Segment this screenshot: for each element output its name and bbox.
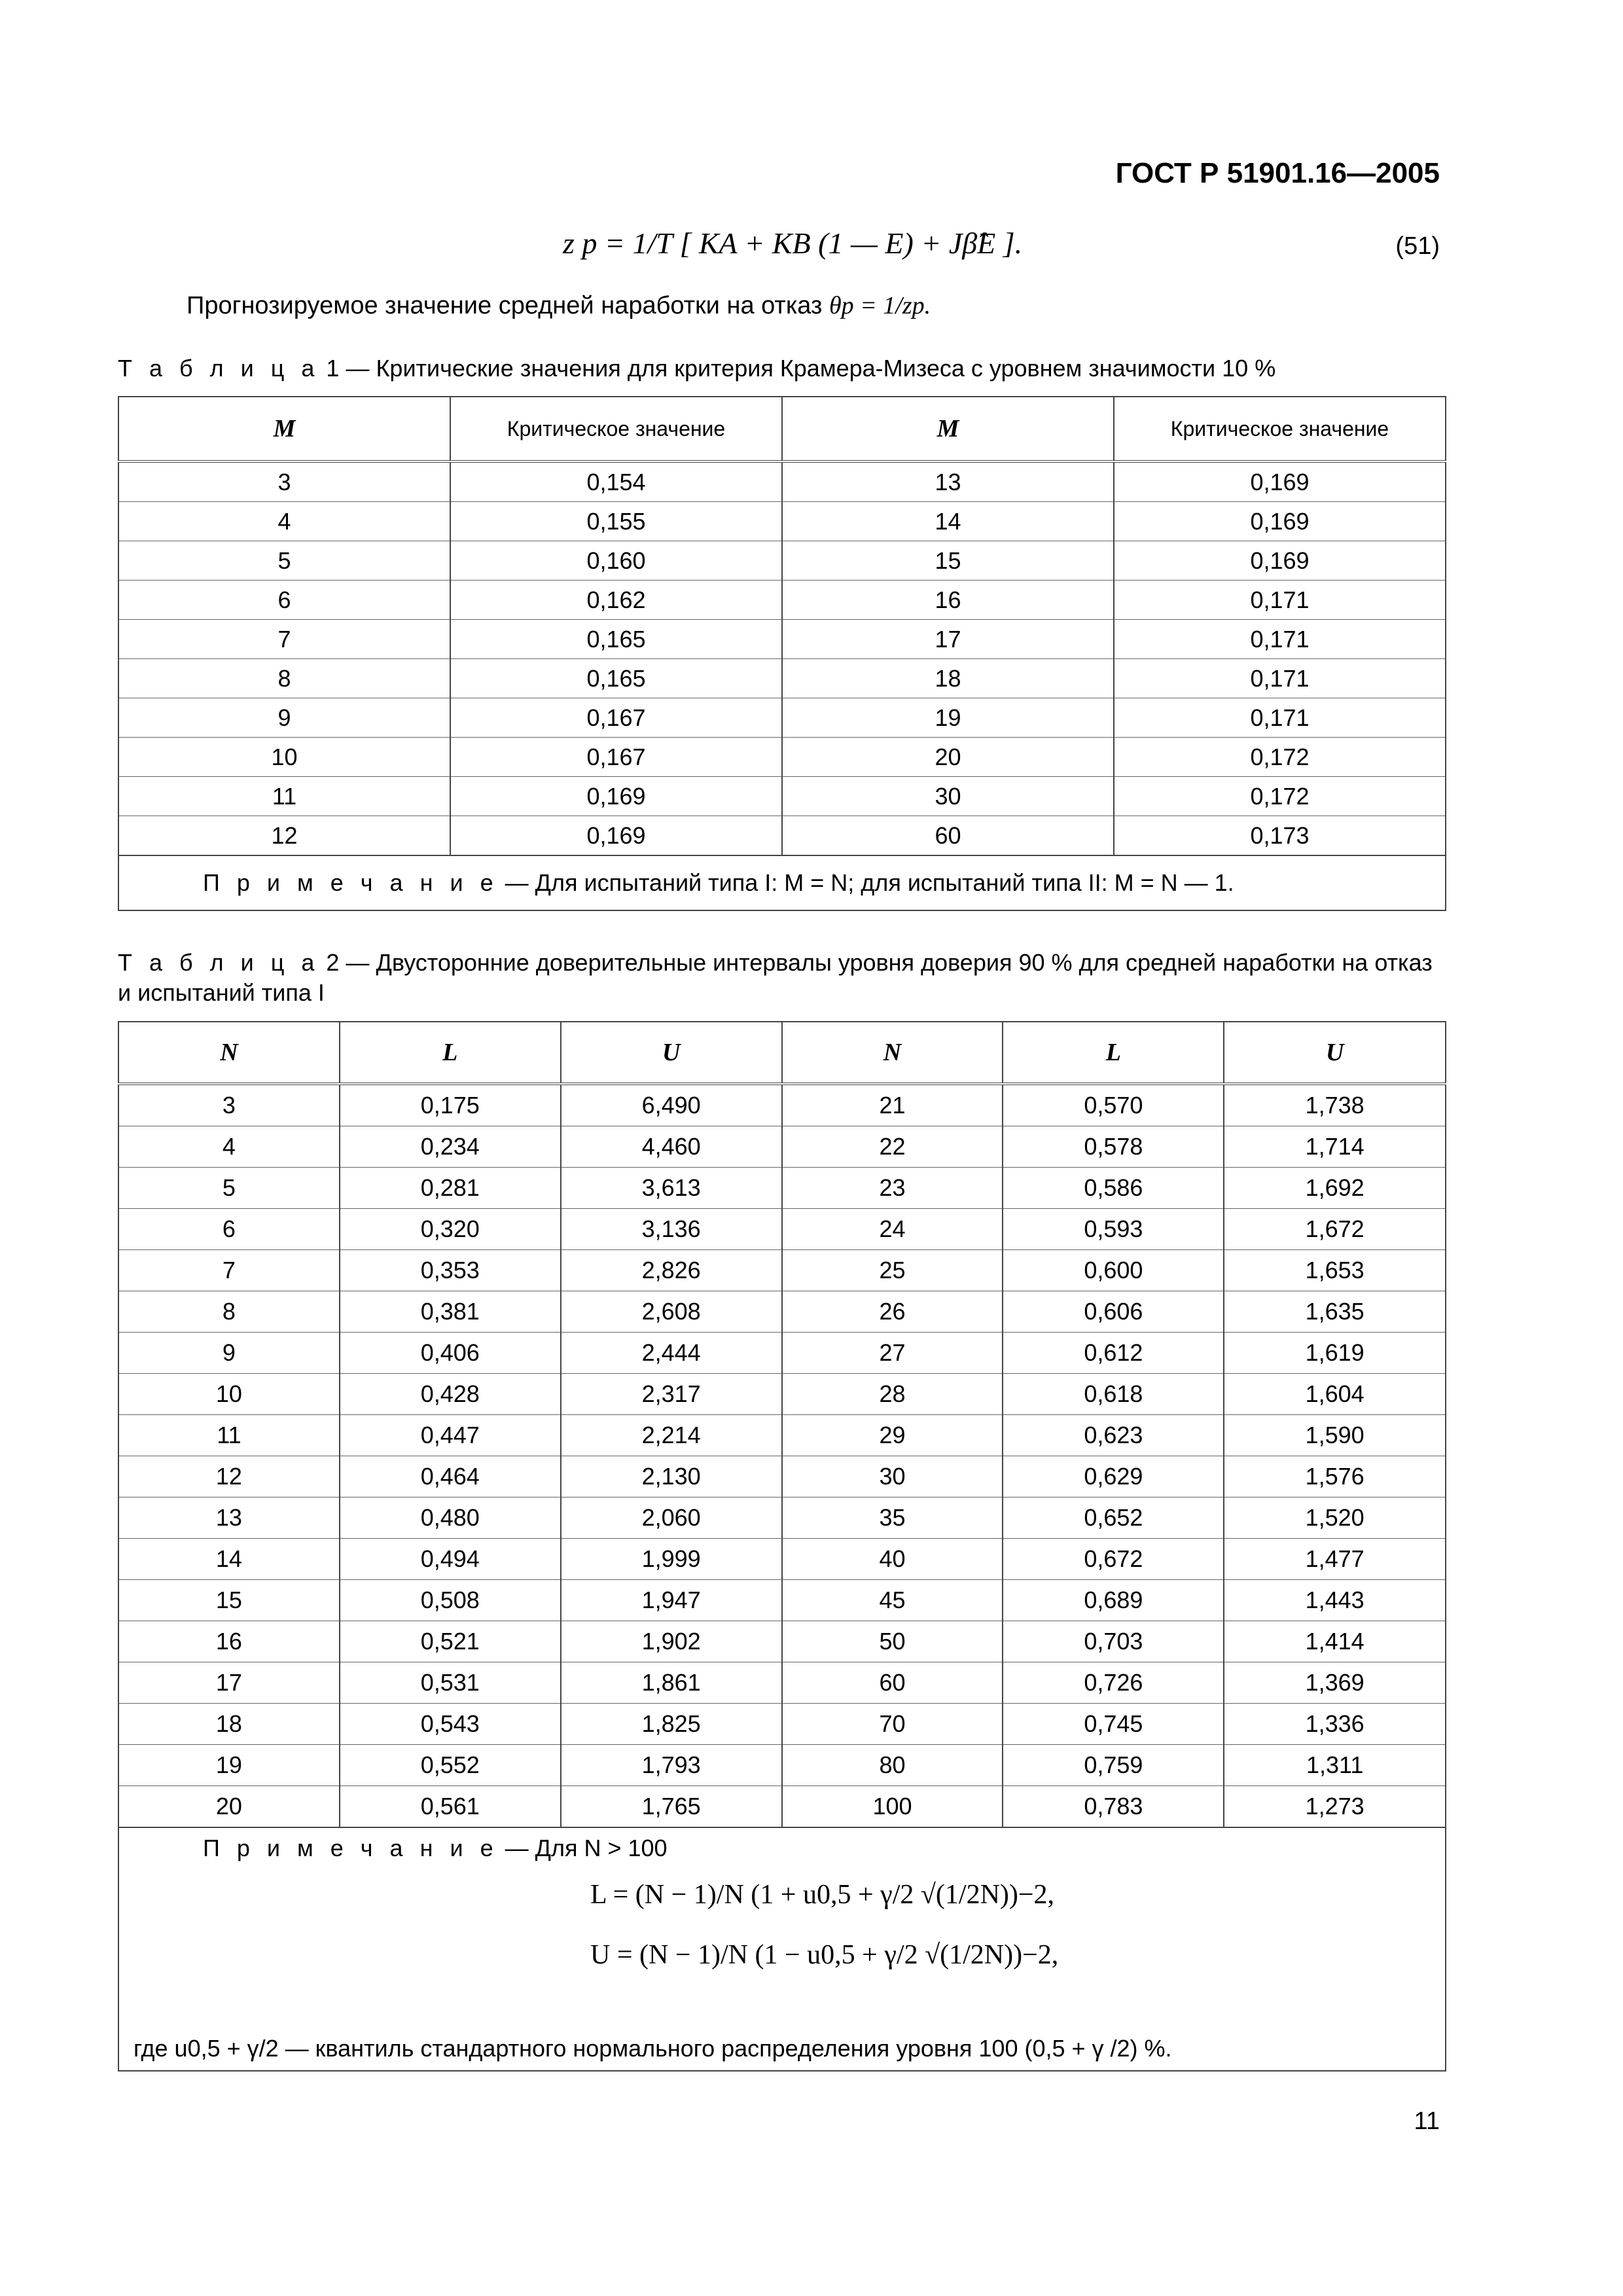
table-row <box>118 1621 1446 1662</box>
table2-cell: 80 <box>782 1745 1003 1786</box>
table2-caption-text: — Двусторонние доверительные интервалы уровня доверия 90 % для средней наработки на отказ и испытаний типа I <box>118 949 1433 1006</box>
table2-cell: 0,570 <box>1003 1084 1224 1126</box>
table-row <box>118 1291 1446 1333</box>
table-row <box>118 1333 1446 1374</box>
table1-cell: 0,154 <box>450 461 782 502</box>
table2-cell: 1,590 <box>1224 1415 1446 1456</box>
table2-cell: 17 <box>118 1662 340 1704</box>
table2-cell: 0,703 <box>1003 1621 1224 1662</box>
table2-cell: 1,947 <box>561 1580 782 1621</box>
table2-cell: 35 <box>782 1498 1003 1539</box>
table1-cell: 12 <box>118 816 450 856</box>
table2-cell: 0,726 <box>1003 1662 1224 1704</box>
table2-cell: 0,508 <box>340 1580 561 1621</box>
table2-cell: 26 <box>782 1291 1003 1333</box>
table2-cell: 1,604 <box>1224 1374 1446 1415</box>
table2-cell: 2,060 <box>561 1498 782 1539</box>
table1-caption-text: — Критические значения для критерия Крамера-Мизеса с уровнем значимости 10 % <box>339 355 1276 382</box>
table2-cell: 21 <box>782 1084 1003 1126</box>
table2-cell: 0,783 <box>1003 1786 1224 1828</box>
table2-cell: 28 <box>782 1374 1003 1415</box>
table2-cell: 0,600 <box>1003 1250 1224 1291</box>
table2-cell: 0,561 <box>340 1786 561 1828</box>
table1-cell: 7 <box>118 620 450 659</box>
table1-cell: 0,160 <box>450 541 782 581</box>
paragraph-formula: θp = 1/zp. <box>829 292 931 319</box>
formula-L: L = (N − 1)/N (1 + u0,5 + γ/2 √(1/2N))−2, <box>590 1880 1055 1910</box>
table2-cell: 40 <box>782 1539 1003 1580</box>
table2-cell: 18 <box>118 1704 340 1745</box>
table-row <box>118 1498 1446 1539</box>
table2-cell: 1,714 <box>1224 1126 1446 1168</box>
table2-cell: 1,311 <box>1224 1745 1446 1786</box>
table1-cell: 0,173 <box>1114 816 1446 856</box>
table2-cell: 1,825 <box>561 1704 782 1745</box>
table2-cell: 1,692 <box>1224 1168 1446 1209</box>
table-row <box>118 1374 1446 1415</box>
table1-cell: 30 <box>782 777 1114 816</box>
table2-cell: 0,745 <box>1003 1704 1224 1745</box>
table2-header-cell: U <box>1224 1022 1446 1084</box>
table-row <box>118 1250 1446 1291</box>
table2-cell: 0,618 <box>1003 1374 1224 1415</box>
table2-header-cell: L <box>1003 1022 1224 1084</box>
table-row <box>118 1539 1446 1580</box>
table-row <box>118 659 1446 698</box>
table-row <box>118 816 1446 856</box>
table2-header-cell: L <box>340 1022 561 1084</box>
table2-cell: 2,444 <box>561 1333 782 1374</box>
table2-cell: 2,317 <box>561 1374 782 1415</box>
table2-note-heading <box>203 1835 668 1862</box>
table-row <box>118 1745 1446 1786</box>
table2-cell: 22 <box>782 1126 1003 1168</box>
table1-cell: 0,172 <box>1114 738 1446 777</box>
table2-cell: 2,826 <box>561 1250 782 1291</box>
table2-caption <box>118 948 1446 1008</box>
table-row <box>118 1168 1446 1209</box>
table-row <box>118 1209 1446 1250</box>
table2-cell: 0,406 <box>340 1333 561 1374</box>
table2-cell: 0,593 <box>1003 1209 1224 1250</box>
table2-cell: 1,477 <box>1224 1539 1446 1580</box>
table2-cell: 1,520 <box>1224 1498 1446 1539</box>
table2-cell: 1,765 <box>561 1786 782 1828</box>
table1-cell: 0,155 <box>450 502 782 541</box>
table1 <box>118 396 1446 911</box>
table1-cell: 0,169 <box>1114 461 1446 502</box>
table2-cell: 14 <box>118 1539 340 1580</box>
table1-cell: 0,171 <box>1114 620 1446 659</box>
table-row <box>118 1704 1446 1745</box>
table1-cell: 20 <box>782 738 1114 777</box>
table2-cell: 27 <box>782 1333 1003 1374</box>
table2-cell: 12 <box>118 1456 340 1498</box>
table2-cell: 0,543 <box>340 1704 561 1745</box>
table2-note-where: где u0,5 + γ/2 — квантиль стандартного нормального распределения уровня 100 (0,5 + γ /2) %. <box>134 2035 1172 2062</box>
table1-header-cell: M <box>782 397 1114 461</box>
table2-cell: 0,320 <box>340 1209 561 1250</box>
table2-cell: 0,606 <box>1003 1291 1224 1333</box>
table2-cell: 2,130 <box>561 1456 782 1498</box>
table2-cell: 4 <box>118 1126 340 1168</box>
table1-cell: 0,162 <box>450 581 782 620</box>
table-row <box>118 777 1446 816</box>
table1-header-cell: Критическое значение <box>450 397 782 461</box>
formula-51: z p = 1/T [ KA + KB (1 — E) + Jβ̂E ]. <box>563 226 1023 260</box>
table2-cell: 0,612 <box>1003 1333 1224 1374</box>
table2-cell: 8 <box>118 1291 340 1333</box>
table1-note-label: П р и м е ч а н и е <box>203 869 499 896</box>
table2-cell: 0,689 <box>1003 1580 1224 1621</box>
table1-cell: 0,172 <box>1114 777 1446 816</box>
table2-cell: 6,490 <box>561 1084 782 1126</box>
table-row <box>118 738 1446 777</box>
table2-cell: 25 <box>782 1250 1003 1291</box>
table-row <box>118 1580 1446 1621</box>
table2-header-cell: N <box>782 1022 1003 1084</box>
table2-cell: 0,494 <box>340 1539 561 1580</box>
table2-cell: 0,480 <box>340 1498 561 1539</box>
table2-cell: 0,281 <box>340 1168 561 1209</box>
table2-cell: 0,672 <box>1003 1539 1224 1580</box>
table2-note <box>118 1827 1446 2071</box>
table2-cell: 24 <box>782 1209 1003 1250</box>
table2-cell: 2,214 <box>561 1415 782 1456</box>
table2-cell: 0,381 <box>340 1291 561 1333</box>
table1-cell: 16 <box>782 581 1114 620</box>
table2-cell: 16 <box>118 1621 340 1662</box>
table2-caption-num: 2 <box>326 949 340 976</box>
table2-cell: 0,586 <box>1003 1168 1224 1209</box>
table2-cell: 11 <box>118 1415 340 1456</box>
table1-cell: 11 <box>118 777 450 816</box>
table2-cell: 0,531 <box>340 1662 561 1704</box>
table1-cell: 0,171 <box>1114 659 1446 698</box>
table2-cell: 1,902 <box>561 1621 782 1662</box>
table2-cell: 0,552 <box>340 1745 561 1786</box>
table1-cell: 3 <box>118 461 450 502</box>
table1-cell: 13 <box>782 461 1114 502</box>
table2-cell: 1,672 <box>1224 1209 1446 1250</box>
table2-cell: 10 <box>118 1374 340 1415</box>
table2-note-text: — Для N > 100 <box>498 1835 668 1861</box>
table2-cell: 60 <box>782 1662 1003 1704</box>
table-row <box>118 541 1446 581</box>
table-row <box>118 1456 1446 1498</box>
table2-cell: 15 <box>118 1580 340 1621</box>
table2-cell: 1,273 <box>1224 1786 1446 1828</box>
table1-cell: 0,165 <box>450 659 782 698</box>
table1-caption-num: 1 <box>326 355 340 382</box>
paragraph-text: Прогнозируемое значение средней наработки на отказ <box>187 292 823 319</box>
table2-cell: 45 <box>782 1580 1003 1621</box>
table2-cell: 100 <box>782 1786 1003 1828</box>
table1-cell: 0,167 <box>450 738 782 777</box>
table1-cell: 0,171 <box>1114 698 1446 738</box>
table2-cell: 3 <box>118 1084 340 1126</box>
page-number: 11 <box>1414 2108 1440 2135</box>
table2-cell: 0,353 <box>340 1250 561 1291</box>
table2-cell: 0,623 <box>1003 1415 1224 1456</box>
table1-caption-prefix: Т а б л и ц а <box>118 355 320 382</box>
table2-cell: 6 <box>118 1209 340 1250</box>
table-row <box>118 502 1446 541</box>
table1-header-cell: Критическое значение <box>1114 397 1446 461</box>
table2-cell: 1,414 <box>1224 1621 1446 1662</box>
table2-cell: 1,635 <box>1224 1291 1446 1333</box>
table2-cell: 1,861 <box>561 1662 782 1704</box>
table1-cell: 0,171 <box>1114 581 1446 620</box>
table2 <box>118 1021 1446 2072</box>
table1-cell: 19 <box>782 698 1114 738</box>
table-row <box>118 1126 1446 1168</box>
table1-note-text: — Для испытаний типа I: M = N; для испытаний типа II: M = N — 1. <box>498 869 1234 896</box>
table2-cell: 9 <box>118 1333 340 1374</box>
table1-note <box>118 855 1446 910</box>
table2-cell: 29 <box>782 1415 1003 1456</box>
formula-number: (51) <box>1395 232 1440 260</box>
table1-cell: 17 <box>782 620 1114 659</box>
table1-header <box>118 397 1446 461</box>
table1-cell: 10 <box>118 738 450 777</box>
table1-cell: 14 <box>782 502 1114 541</box>
table1-cell: 6 <box>118 581 450 620</box>
table2-body <box>118 1084 1446 1827</box>
table2-cell: 13 <box>118 1498 340 1539</box>
table2-cell: 1,999 <box>561 1539 782 1580</box>
table1-cell: 4 <box>118 502 450 541</box>
table2-cell: 1,653 <box>1224 1250 1446 1291</box>
table2-cell: 4,460 <box>561 1126 782 1168</box>
table-row <box>118 1786 1446 1828</box>
table2-cell: 0,428 <box>340 1374 561 1415</box>
table1-cell: 5 <box>118 541 450 581</box>
table1-cell: 0,169 <box>1114 502 1446 541</box>
table2-cell: 0,175 <box>340 1084 561 1126</box>
formula-U: U = (N − 1)/N (1 − u0,5 + γ/2 √(1/2N))−2, <box>590 1940 1059 1970</box>
table1-cell: 60 <box>782 816 1114 856</box>
table1-header-cell: M <box>118 397 450 461</box>
table2-cell: 1,336 <box>1224 1704 1446 1745</box>
table2-cell: 7 <box>118 1250 340 1291</box>
table2-caption-prefix: Т а б л и ц а <box>118 949 320 976</box>
table2-header-cell: N <box>118 1022 340 1084</box>
table1-cell: 0,167 <box>450 698 782 738</box>
table2-cell: 0,759 <box>1003 1745 1224 1786</box>
table-row <box>118 461 1446 502</box>
table2-cell: 19 <box>118 1745 340 1786</box>
table2-cell: 0,447 <box>340 1415 561 1456</box>
table2-cell: 1,369 <box>1224 1662 1446 1704</box>
table2-cell: 0,521 <box>340 1621 561 1662</box>
table2-cell: 50 <box>782 1621 1003 1662</box>
table-row <box>118 581 1446 620</box>
table2-cell: 0,578 <box>1003 1126 1224 1168</box>
table2-note-label: П р и м е ч а н и е <box>203 1835 499 1861</box>
table1-cell: 0,169 <box>450 777 782 816</box>
table1-cell: 0,169 <box>1114 541 1446 581</box>
table-row <box>118 1415 1446 1456</box>
table1-cell: 0,165 <box>450 620 782 659</box>
table-row <box>118 1662 1446 1704</box>
table2-cell: 0,464 <box>340 1456 561 1498</box>
table2-cell: 1,619 <box>1224 1333 1446 1374</box>
table2-cell: 1,443 <box>1224 1580 1446 1621</box>
paragraph <box>187 291 931 320</box>
table2-header-cell: U <box>561 1022 782 1084</box>
table1-body <box>118 461 1446 855</box>
table-row <box>118 1084 1446 1126</box>
table-row <box>118 698 1446 738</box>
table2-cell: 3,136 <box>561 1209 782 1250</box>
table1-cell: 0,169 <box>450 816 782 856</box>
table2-header <box>118 1022 1446 1084</box>
table1-cell: 9 <box>118 698 450 738</box>
table2-cell: 23 <box>782 1168 1003 1209</box>
table2-cell: 0,629 <box>1003 1456 1224 1498</box>
table2-cell: 20 <box>118 1786 340 1828</box>
table-row <box>118 620 1446 659</box>
table1-cell: 18 <box>782 659 1114 698</box>
table2-cell: 30 <box>782 1456 1003 1498</box>
table2-cell: 70 <box>782 1704 1003 1745</box>
table1-caption <box>118 353 1446 384</box>
table2-cell: 1,738 <box>1224 1084 1446 1126</box>
table2-cell: 5 <box>118 1168 340 1209</box>
table2-cell: 1,576 <box>1224 1456 1446 1498</box>
table2-cell: 3,613 <box>561 1168 782 1209</box>
table1-cell: 8 <box>118 659 450 698</box>
table2-cell: 1,793 <box>561 1745 782 1786</box>
table2-cell: 0,234 <box>340 1126 561 1168</box>
document-header: ГОСТ Р 51901.16—2005 <box>1115 157 1440 189</box>
table1-cell: 15 <box>782 541 1114 581</box>
table2-cell: 0,652 <box>1003 1498 1224 1539</box>
table2-cell: 2,608 <box>561 1291 782 1333</box>
